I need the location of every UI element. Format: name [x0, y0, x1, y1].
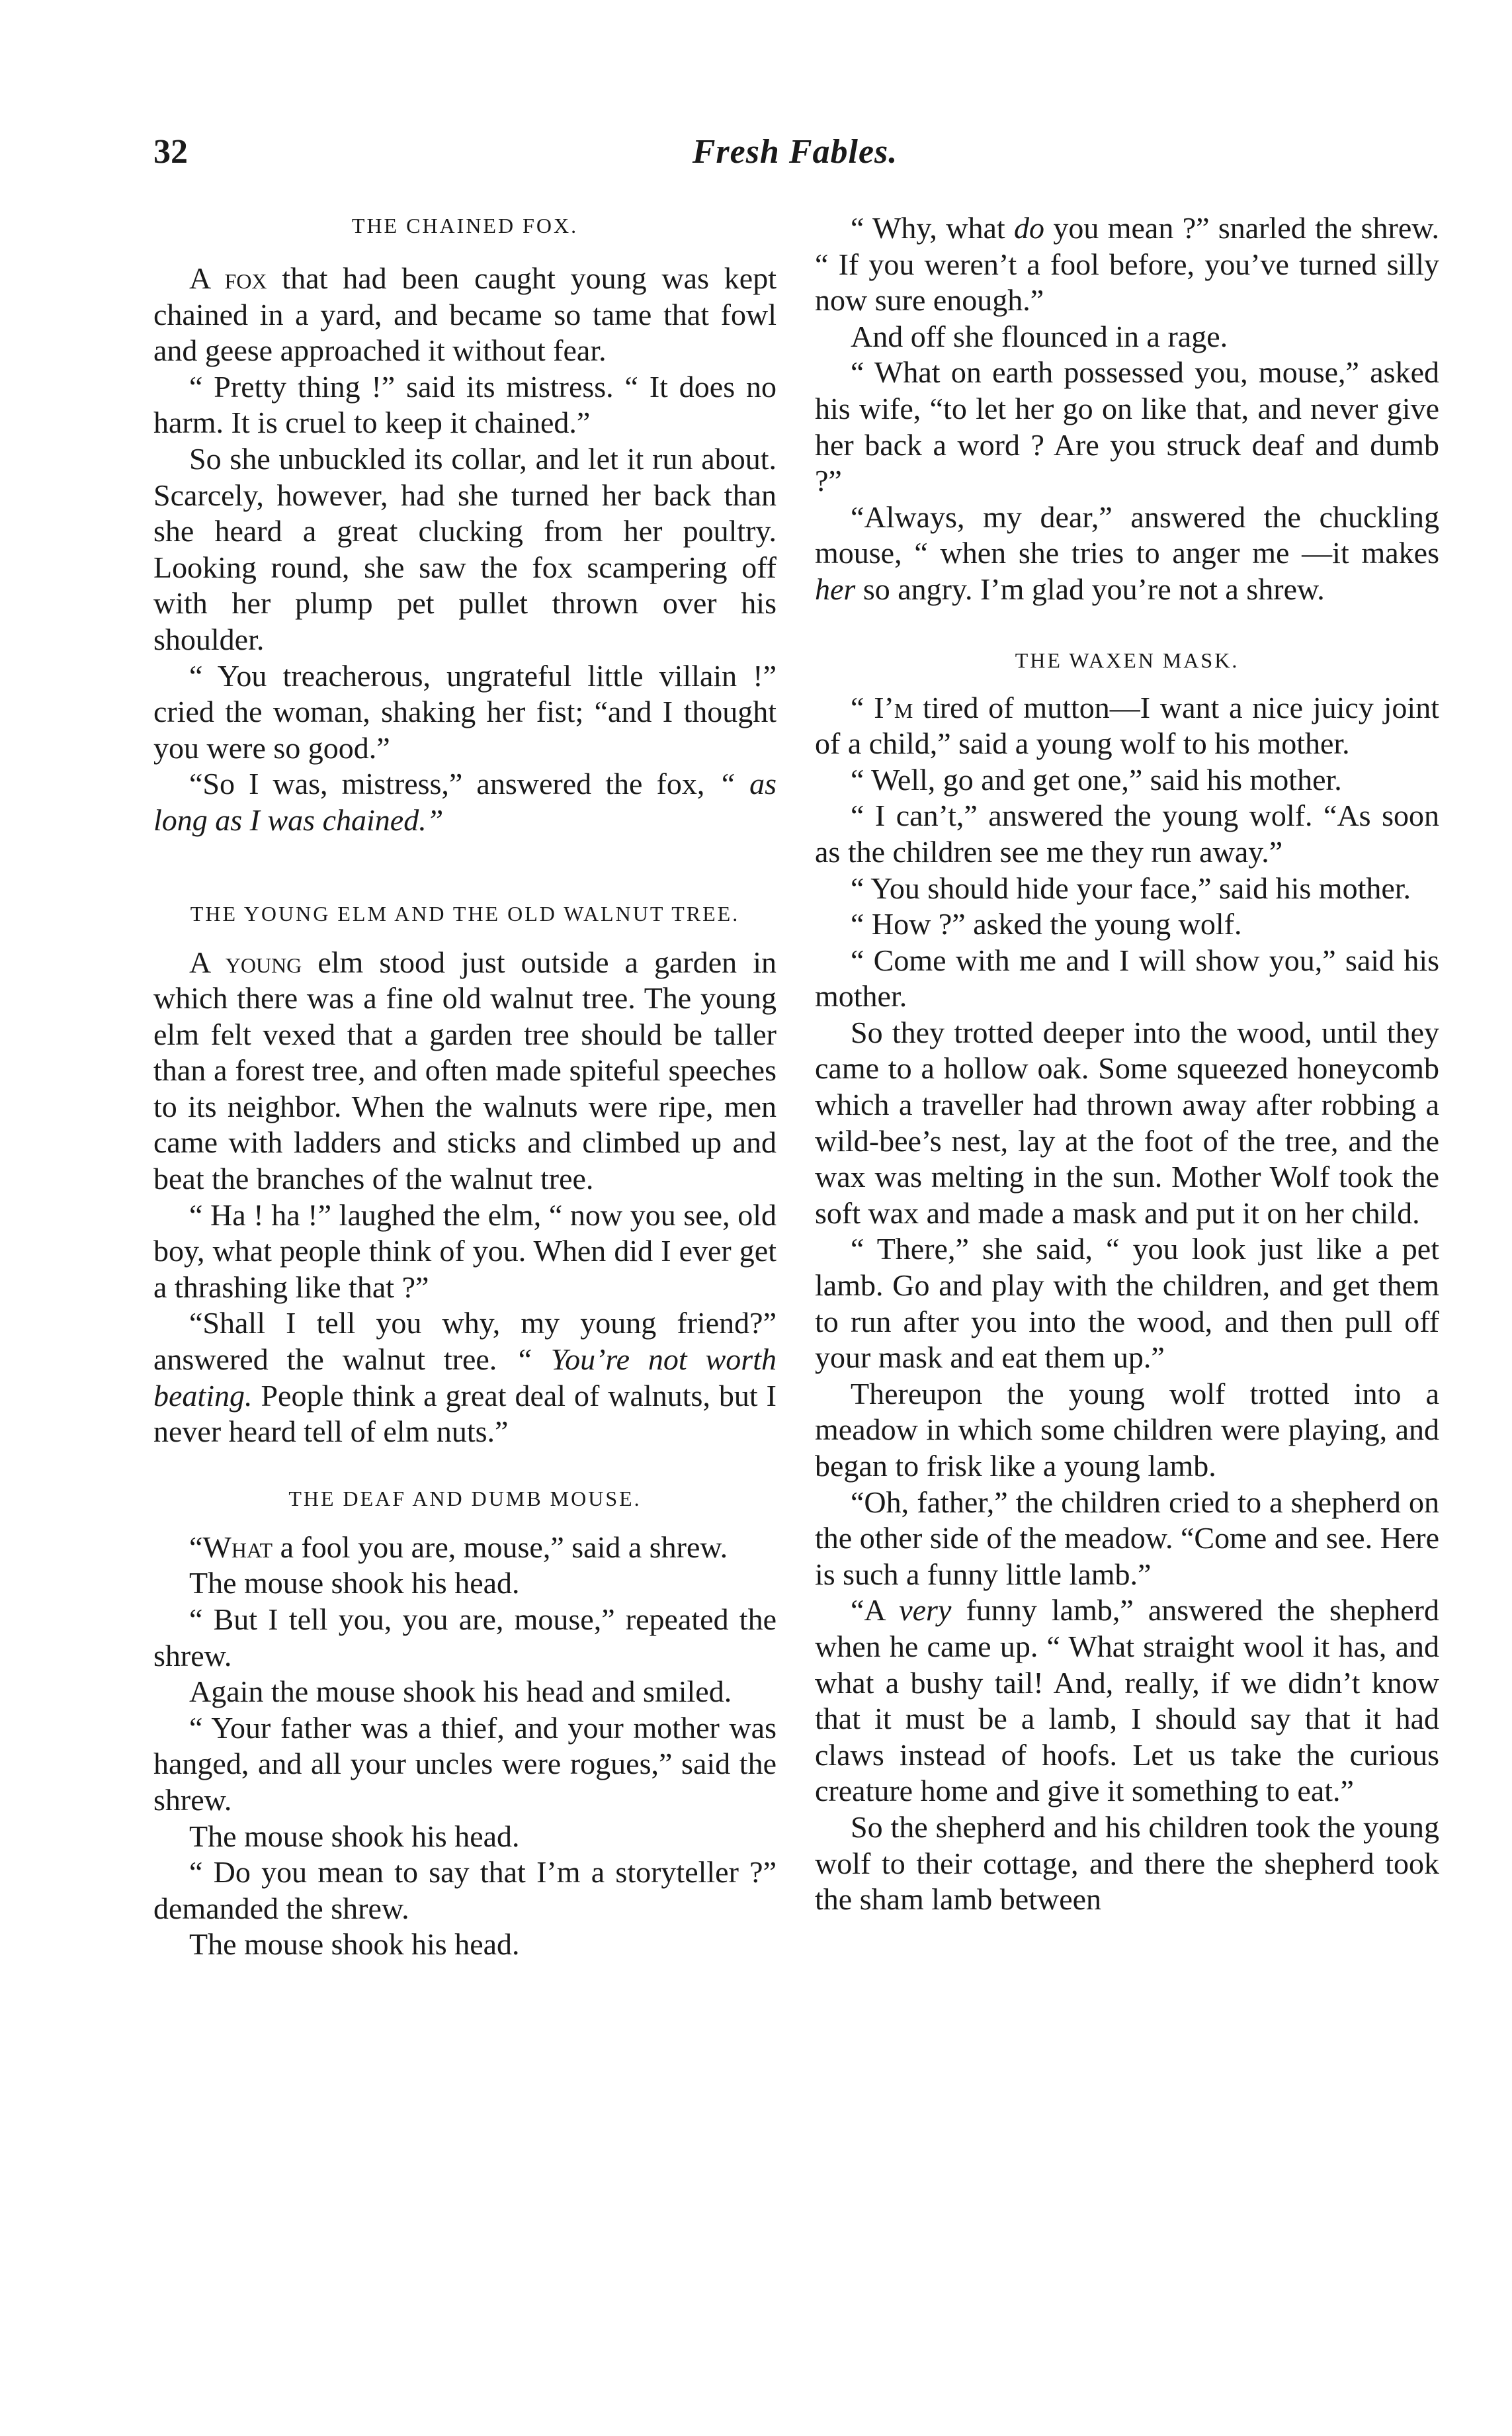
- paragraph: A young elm stood just outside a garden in which there was a fine old walnut tree. The young elm felt vexed that a garden tree should be taller than a forest tree, and often made spiteful speeches to its neighbor. When the walnuts were ripe, men came with ladders and sticks and climbed up and beat the branches of the walnut tree.: [153, 945, 777, 1196]
- paragraph: Again the mouse shook his head and smiled.: [189, 1675, 732, 1709]
- paragraph: “ But I tell you, you are, mouse,” repeated the shrew.: [153, 1602, 777, 1673]
- book-title: Fresh Fables.: [692, 133, 898, 171]
- paragraph: “ You treacherous, ungrateful little villain !” cried the woman, shaking her fist; “and I thought you were so good.”: [153, 658, 777, 765]
- paragraph: “ Ha ! ha !” laughed the elm, “ now you see, old boy, what people think of you. When did I ever get a thrashing like that ?”: [153, 1197, 777, 1304]
- moral-emphasis: “ as long as I was chained.”: [153, 767, 777, 837]
- drop-word: “ I’m: [851, 690, 913, 724]
- left-column: [153, 210, 777, 1963]
- emphasis: do: [1014, 211, 1045, 245]
- paragraph: So she unbuckled its collar, and let it run about. Scarcely, however, had she turned her back than she heard a great clucking from her poultry. Looking round, she saw the fox scampering off with her plump pet pullet thrown over his shoulder.: [153, 441, 777, 656]
- paragraph: So they trotted deeper into the wood, until they came to a hollow oak. Some squeezed honeycomb which a traveller had thrown away after robbing a wild-bee’s nest, lay at the foot of the tree, and the wax was melting in the sun. Mother Wolf took the soft wax and made a mask and put it on her child.: [815, 1015, 1439, 1230]
- paragraph: “ Do you mean to say that I’m a storyteller ?” demanded the shrew.: [153, 1855, 777, 1925]
- fable-title-deaf-dumb-mouse: THE DEAF AND DUMB MOUSE.: [288, 1486, 642, 1510]
- paragraph: “Shall I tell you why, my young friend?” answered the walnut tree. “ You’re not worth beating. People think a great deal of walnuts, but I never heard tell of elm nuts.”: [153, 1306, 777, 1449]
- drop-word: A young: [189, 945, 302, 979]
- paragraph: The mouse shook his head.: [189, 1927, 520, 1962]
- fable-title-young-elm: THE YOUNG ELM AND THE OLD WALNUT TREE.: [190, 901, 740, 926]
- paragraph: “What a fool you are, mouse,” said a shrew.: [189, 1530, 728, 1564]
- right-column: [815, 210, 1439, 1918]
- paragraph: “ Well, go and get one,” said his mother.: [851, 762, 1342, 797]
- paragraph: “ Come with me and I will show you,” said his mother.: [815, 943, 1439, 1014]
- paragraph: “Oh, father,” the children cried to a shepherd on the other side of the meadow. “Come and see. Here is such a funny little lamb.”: [815, 1485, 1439, 1591]
- drop-word: A fox: [189, 261, 267, 295]
- paragraph: “So I was, mistress,” answered the fox, “ as long as I was chained.”: [153, 767, 777, 837]
- paragraph: The mouse shook his head.: [189, 1819, 520, 1853]
- paragraph: “ There,” she said, “ you look just like a pet lamb. Go and play with the children, and get them to run after you into the wood, and then pull off your mask and eat them up.”: [815, 1232, 1439, 1375]
- paragraph: The mouse shook his head.: [189, 1566, 520, 1600]
- paragraph: “ Why, what do you mean ?” snarled the shrew. “ If you weren’t a fool before, you’ve turned silly now sure enough.”: [815, 211, 1439, 318]
- emphasis: her: [815, 572, 856, 606]
- paragraph: “ Pretty thing !” said its mistress. “ It does no harm. It is cruel to keep it chained.”: [153, 369, 777, 440]
- paragraph: “ You should hide your face,” said his mother.: [851, 871, 1411, 905]
- running-head: [153, 132, 1437, 192]
- drop-word: “What: [189, 1530, 273, 1564]
- fable-title-chained-fox: THE CHAINED FOX.: [351, 214, 579, 238]
- fable-title-waxen-mask: THE WAXEN MASK.: [1015, 648, 1239, 672]
- paragraph: “ I can’t,” answered the young wolf. “As soon as the children see me they run away.”: [815, 799, 1439, 869]
- paragraph: “ I’m tired of mutton—I want a nice juicy joint of a child,” said a young wolf to his mother.: [815, 690, 1439, 761]
- emphasis: “ You’re not worth beating.: [153, 1342, 777, 1413]
- paragraph: “ How ?” asked the young wolf.: [851, 907, 1242, 941]
- paragraph: Thereupon the young wolf trotted into a meadow in which some children were playing, and began to frisk like a young lamb.: [815, 1376, 1439, 1483]
- emphasis: very: [899, 1593, 952, 1628]
- paragraph: “Always, my dear,” answered the chuckling mouse, “ when she tries to anger me —it makes her so angry. I’m glad you’re not a shrew.: [815, 500, 1439, 606]
- paragraph: And off she flounced in a rage.: [851, 319, 1228, 353]
- paragraph: So the shepherd and his children took the young wolf to their cottage, and there the shepherd took the sham lamb between: [815, 1809, 1439, 1917]
- paragraph: A fox that had been caught young was kept chained in a yard, and became so tame that fowl and geese approached it without fear.: [153, 261, 777, 368]
- paragraph: “ What on earth possessed you, mouse,” asked his wife, “to let her go on like that, and never give her back a word ? Are you struck deaf and dumb ?”: [815, 355, 1439, 498]
- paragraph: “ Your father was a thief, and your mother was hanged, and all your uncles were rogues,” said the shrew.: [153, 1710, 777, 1817]
- page-number: 32: [153, 133, 188, 171]
- paragraph: “A very funny lamb,” answered the shepherd when he came up. “ What straight wool it has, and what a bushy tail! And, really, if we didn’t know that it must be a lamb, I should say that it had claws instead of hoofs. Let us take the curious creature home and give it something to eat.”: [815, 1593, 1439, 1808]
